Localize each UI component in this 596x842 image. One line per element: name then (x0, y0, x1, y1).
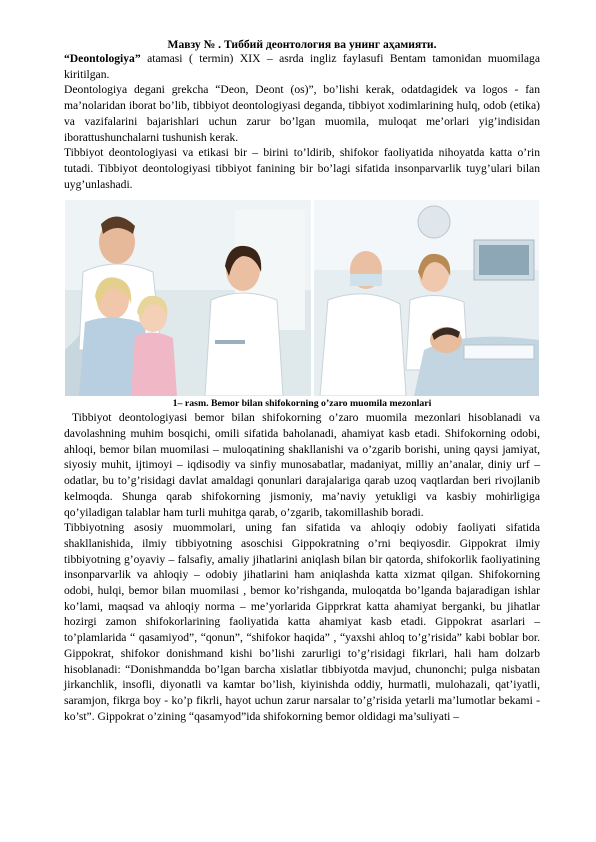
paragraph-intro-text: atamasi ( termin) XIX – asrda ingliz faylasufi Bentam tamonidan muomilaga kiritilgan. (64, 52, 540, 81)
paragraph-definition: Deontologiya degani grekcha “Deon, Deont (os)”, bo’lishi kerak, odatdagidek va logos - fan ma’nolaridan iborat bo’lib, tibbiyot deontologiyasi deganda, tibbiyot xodimlarining hulq, odob (etika) va vazifalarini bajarishlari uchun zarur bo’lgan muomila, muloqat me’orlari yig’indisidan iborattushunchalarni tushunish kerak. (64, 83, 540, 144)
paragraph-ethics: Tibbiyot deontologiyasi va etikasi bir – birini to’ldirib, shifokor faoliyatida nihoyatda katta o’rin tutadi. Tibbiyot deontologiyasi tibbiyot fanining bir bo’lagi sifatida insonparvarlik tuyg’ulari bilan uyg’unlashadi. (64, 146, 540, 191)
photo-dentist-treating-patient (314, 200, 539, 396)
photo-family-with-doctors (65, 200, 311, 396)
figure-caption: 1– rasm. Bemor bilan shifokorning o’zaro muomila mezonlari (172, 398, 432, 410)
figure (65, 200, 539, 396)
paragraph-deontology-criteria: Tibbiyot deontologiyasi bemor bilan shifokorning o’zaro muomila mezonlari hisoblanadi va davolashning muhim bosqichi, omili sifatida baholanadi, ahamiyat kasb etadi. Shifokorning odobi, ahloqi, bemor bilan muomilasi – muloqatining shakllanishi va o’zgarib borishi, uning qaysi jamiyat, siyosiy muhit, ijtimoyi – iqdisodiy va sinfiy munosabatlar, madaniyat, milliy an’analar, diniy urf – odatlar, bu to’g’risidagi davlat amaldagi qonunlari darajalariga qarab uzoq vaqtlardan beri rivojlanib kelmoqda. Shunga qarab shifokorning jismoniy, ma’naviy yetukligi va kasbiy mohirligiga qo’yiladigan talablar ham turli muhitga qarab, o’zgarib, takomillashib boradi. (64, 411, 540, 519)
document-page (64, 38, 540, 724)
paragraph-intro (64, 51, 540, 82)
term-deontologiya: “Deontologiya” (64, 52, 141, 65)
paragraph-hippocrates: Tibbiyotning asosiy muommolari, uning fan sifatida va ahloqiy odobiy faoliyati sifatida shakllanishida, ilmiy tibbiyotning asoschisi Gippokratning o’rni beqiyosdir. Gippokrat ilmiy tibbiyotning g’oyaviy – falsafiy, amaliy jihatlarini aniqlash bilan bir qatorda, shifokorlik faoliyatining insonparvarlik va ahloqiy – odobiy jihatlarini ham aniqlashda katta xizmat qilgan. Shifokorning odobi, hulqi, bemor bilan muomilasi , bemor ko’rishganda, muloqatda bo’lganda bajaradigan ishlar ko’lami, maqsad va ahloqiy norma – me’yorlarida Gipprkrat katta ahamiyat berganki, bu jihatlar hozirgi zamon shifokorlarining faoliyatida katta ahamiyat kasb etadi. Gippokrat asarlari – to’plamlarida “ qasamiyod”, “qonun”, “shifokor haqida” , “yaxshi ahloq to’g’risida” kabi boblar bor. Gippokrat, shifokor donishmand kishi bo’lishi zarurligi to’g’risidagi fikrlari, hali ham dolzarb hisoblanadi: “Donishmandda bo’lgan barcha xislatlar tibbiyotda mavjud, chunonchi; pulga nisbatan jirkanchlik, insofli, diyonatli va kamtar bo’lish, kiyinishda oddiy, hurmatli, mulohazali, qat’iyatli, saramjon, fikrga boy - ko’p fikrli, hayot uchun zarur narsalar to’g’risida yetarli ma’lumotlar bekami - ko’st”. Gippokrat o’zining “qasamyod”ida shifokorning bemor oldidagi ma’suliyati – (64, 521, 540, 723)
page-title: Мавзу № . Тиббий деонтология ва унинг аҳамияти. (167, 38, 437, 51)
